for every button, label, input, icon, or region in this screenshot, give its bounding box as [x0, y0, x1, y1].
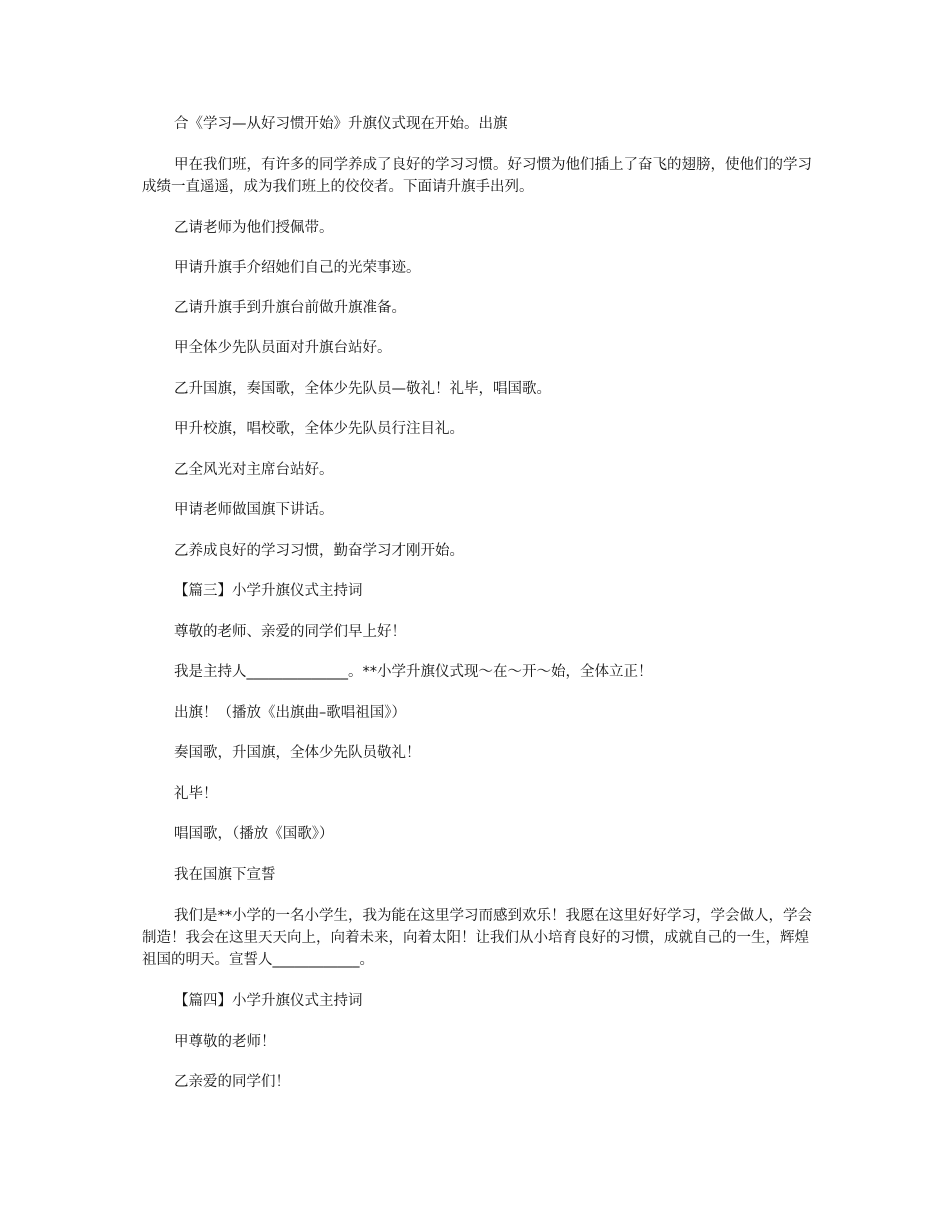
paragraph-yi-sash: 乙请老师为他们授佩带。: [174, 220, 334, 236]
paragraph-pledge-heading: 我在国旗下宣誓: [174, 867, 276, 883]
paragraph-jia-deeds: 甲请升旗手介绍她们自己的光荣事迹。: [174, 260, 421, 276]
paragraph-flag-out: 出旗！（播放《出旗曲–歌唱祖国》）: [174, 705, 406, 721]
paragraph-jia-speech: 甲请老师做国旗下讲话。: [174, 502, 334, 518]
paragraph-host-intro: 我是主持人______________。**小学升旗仪式现～在～开～始，全体立正！: [174, 664, 653, 680]
paragraph-jia-school-flag: 甲升校旗，唱校歌，全体少先队员行注目礼。: [174, 421, 464, 437]
section-heading-part-four: 【篇四】小学升旗仪式主持词: [174, 993, 363, 1009]
paragraph-jia-face-platform: 甲全体少先队员面对升旗台站好。: [174, 340, 392, 356]
paragraph-sing-anthem: 唱国歌，（播放《国歌》）: [174, 826, 334, 842]
paragraph-yi-national-flag: 乙升国旗，奏国歌，全体少先队员—敬礼！礼毕，唱国歌。: [174, 381, 551, 397]
paragraph-opening: 合《学习—从好习惯开始》升旗仪式现在开始。出旗: [174, 116, 508, 132]
section-heading-part-three: 【篇三】小学升旗仪式主持词: [174, 583, 363, 599]
paragraph-greeting: 尊敬的老师、亲爱的同学们早上好！: [174, 624, 406, 640]
paragraph-jia-good-habits: 甲在我们班，有许多的同学养成了良好的学习习惯。好习惯为他们插上了奋飞的翅膀，使他们的学习成绩一直遥遥，成为我们班上的佼佼者。下面请升旗手出列。: [142, 157, 812, 195]
paragraph-salute-end: 礼毕！: [174, 786, 218, 802]
paragraph-pledge: 我们是**小学的一名小学生，我为能在这里学习而感到欢乐！我愿在这里好好学习，学会做人，学会制造！我会在这里天天向上，向着未来，向着太阳！让我们从小培育良好的习惯，成就自己的一生，辉煌祖国的明天。宣誓人____________。: [142, 908, 812, 968]
paragraph-yi-habits: 乙养成良好的学习习惯，勤奋学习才刚开始。: [174, 543, 464, 559]
paragraph-yi-students: 乙亲爱的同学们！: [174, 1074, 290, 1090]
paragraph-yi-prepare: 乙请升旗手到升旗台前做升旗准备。: [174, 300, 406, 316]
paragraph-anthem-salute: 奏国歌，升国旗，全体少先队员敬礼！: [174, 745, 421, 761]
paragraph-jia-teachers: 甲尊敬的老师！: [174, 1034, 276, 1050]
paragraph-yi-stand: 乙全风光对主席台站好。: [174, 462, 334, 478]
